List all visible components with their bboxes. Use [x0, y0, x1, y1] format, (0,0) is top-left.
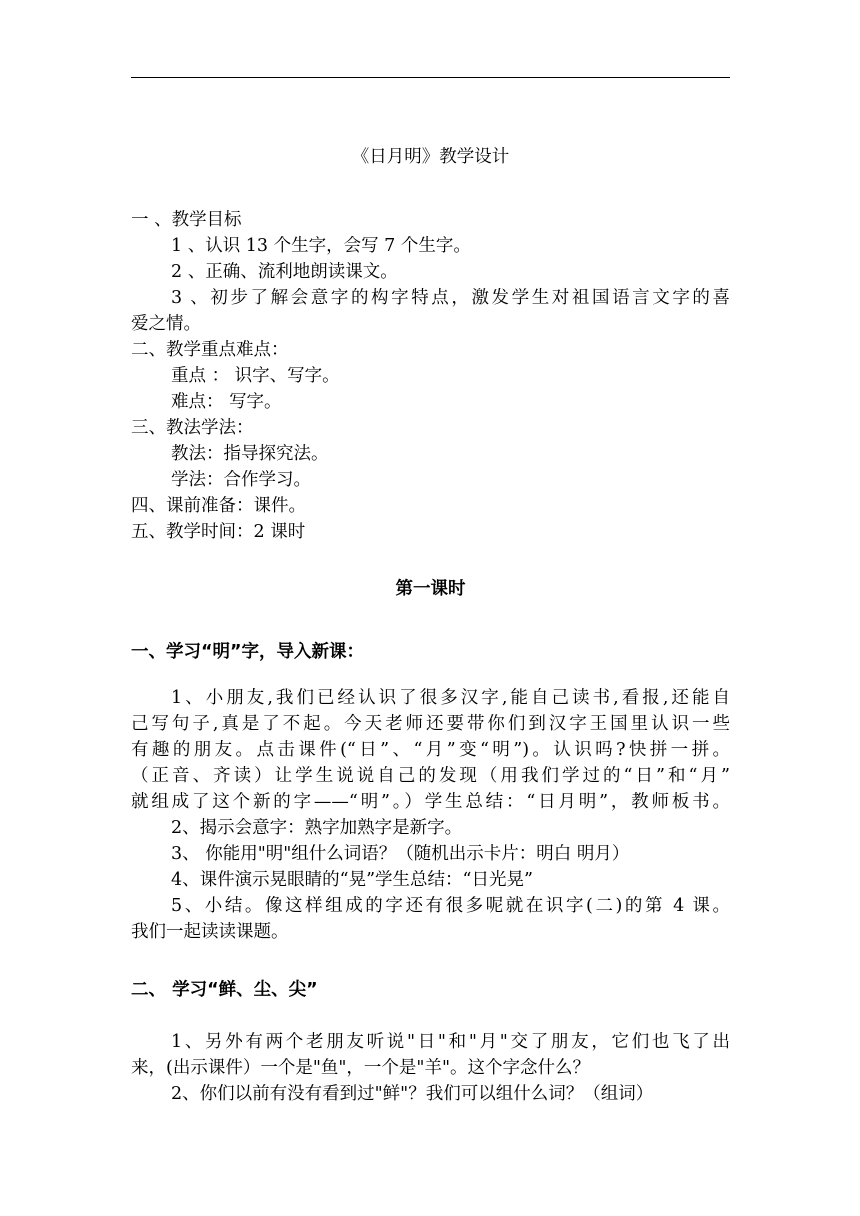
part1-line: （正音、齐读）让学生说说自己的发现（用我们学过的“日”和“月” [131, 766, 730, 786]
methods-heading: 三、教法学法： [131, 418, 254, 438]
part1-line: 4、课件演示晃眼睛的“晃”学生总结：“日光晃” [171, 870, 533, 890]
part1-line: 3、 你能用"明"组什么词语？（随机出示卡片：明白 明月） [171, 844, 630, 864]
part1-line: 5、小结。像这样组成的字还有很多呢就在识字(二)的第 4 课。 [171, 896, 730, 916]
keypoint-difficulty: 难点： 写字。 [171, 392, 282, 412]
part2-line: 1、另外有两个老朋友听说"日"和"月"交了朋友，它们也飞了出 [171, 1032, 730, 1052]
part1-line: 就组成了这个新的字——“明”。）学生总结：“日月明”，教师板书。 [131, 792, 730, 812]
part1-line: 我们一起读读课题。 [131, 922, 289, 942]
method-teach: 教法：指导探究法。 [171, 444, 329, 464]
keypoint-focus: 重点 ： 识字、写字。 [171, 366, 340, 386]
goal-item: 2 、正确、流利地朗读课文。 [171, 262, 398, 282]
part2-heading: 二、 学习“鲜、尘、尖” [131, 980, 318, 1000]
part1-line: 2、揭示会意字：熟字加熟字是新字。 [171, 818, 463, 838]
keypoints-heading: 二、教学重点难点： [131, 340, 289, 360]
prep-line: 四、课前准备：课件。 [131, 496, 306, 516]
part2-line: 2、你们以前有没有看到过"鲜"？我们可以组什么词？（组词） [171, 1084, 654, 1104]
part1-heading: 一、学习“明”字，导入新课： [131, 642, 365, 662]
part2-line: 来，(出示课件）一个是"鱼"，一个是"羊"。这个字念什么？ [131, 1058, 591, 1078]
lesson-heading: 第一课时 [395, 579, 466, 599]
part1-line: 1、小朋友,我们已经认识了很多汉字,能自己读书,看报,还能自 [171, 688, 730, 708]
time-line: 五、教学时间：2 课时 [131, 522, 306, 542]
document-title: 《日月明》教学设计 [351, 147, 510, 167]
header-rule [131, 77, 730, 78]
method-learn: 学法：合作学习。 [171, 470, 311, 490]
goal-item: 1 、认识 13 个生字，会写 7 个生字。 [171, 236, 471, 256]
goal-item-continuation: 爱之情。 [131, 314, 201, 334]
goals-heading: 一 、教学目标 [131, 210, 242, 230]
part1-line: 有趣的朋友。点击课件(“日”、“月”变“明”)。认识吗?快拼一拼。 [131, 740, 730, 760]
part1-line: 己写句子,真是了不起。今天老师还要带你们到汉字王国里认识一些 [131, 714, 730, 734]
goal-item: 3 、初步了解会意字的构字特点，激发学生对祖国语言文字的喜 [171, 288, 730, 308]
